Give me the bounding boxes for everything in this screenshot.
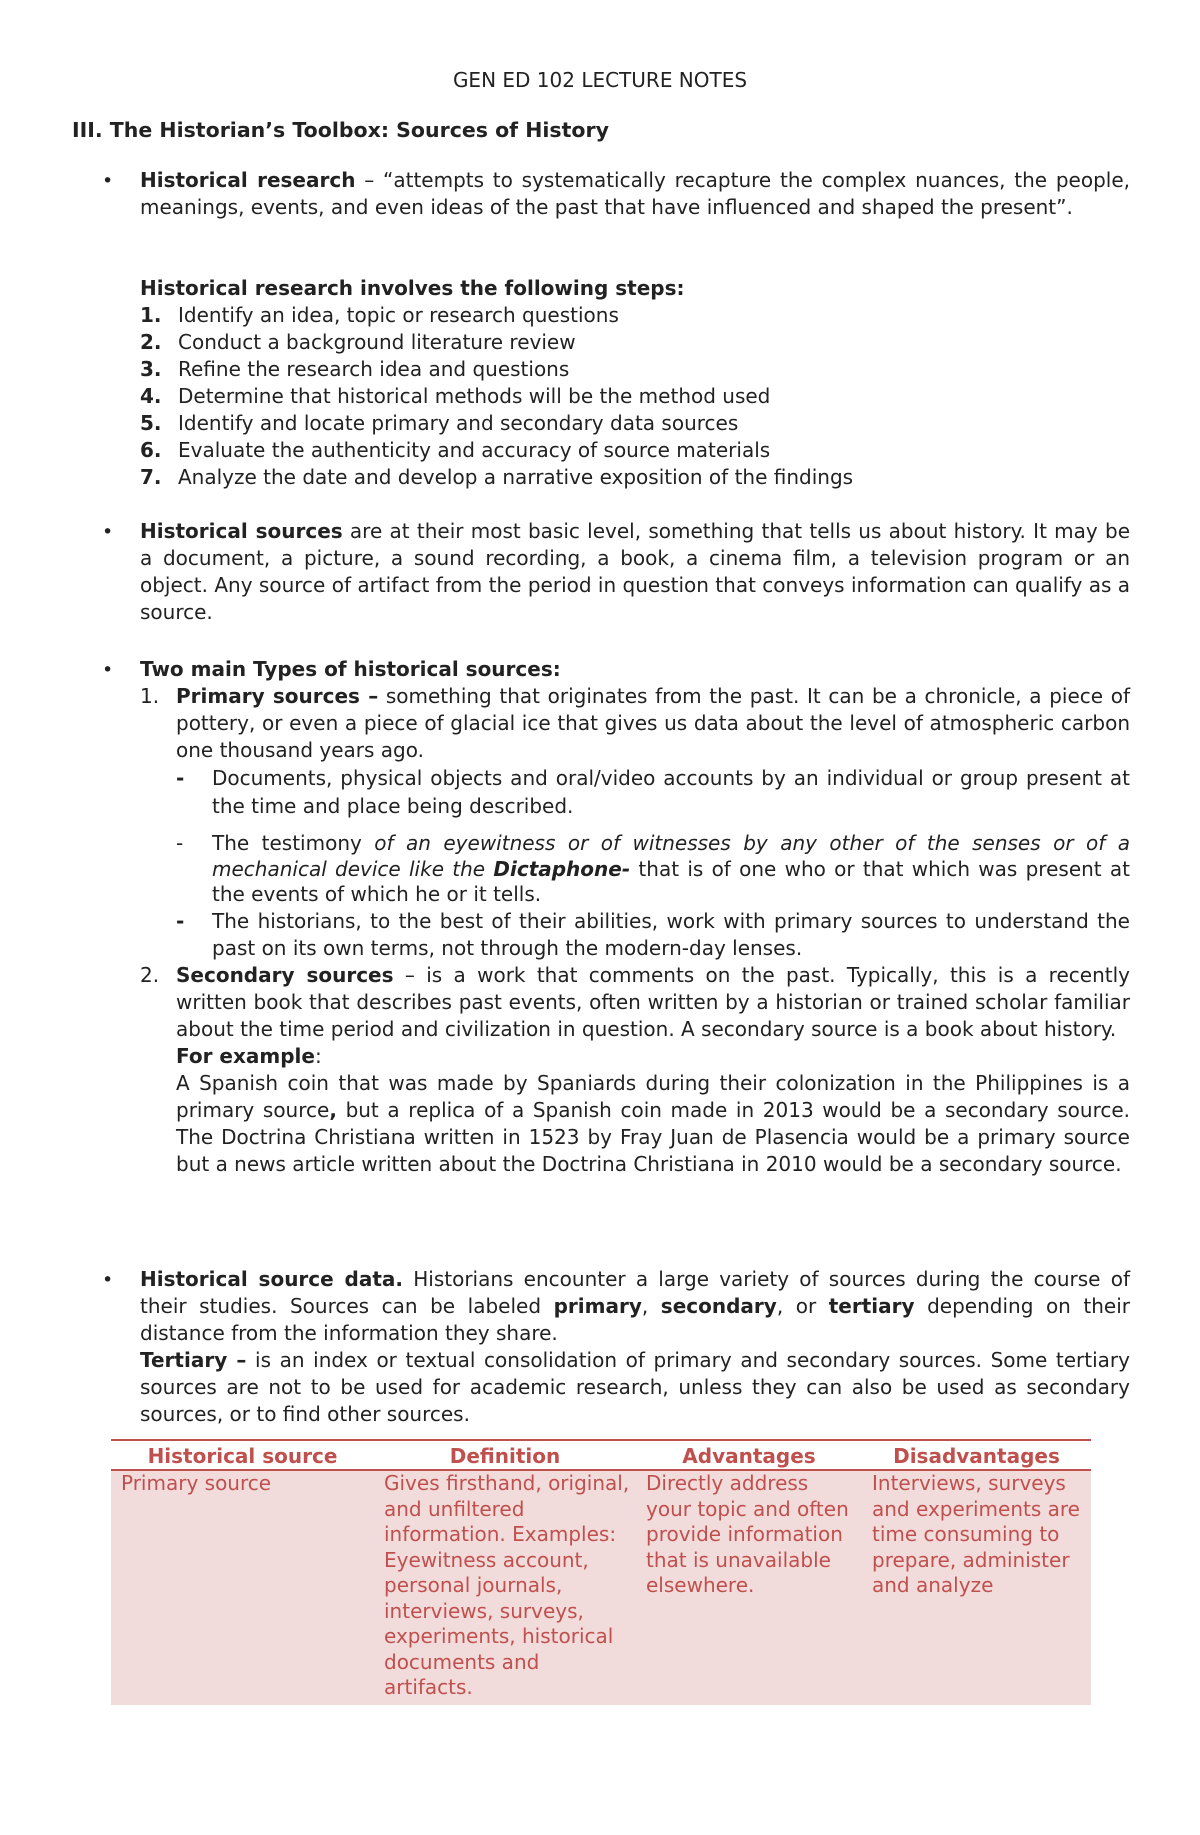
primary-sub-item: - Documents, physical objects and oral/video accounts by an individual or group present at the time and place being described. [176, 766, 1130, 818]
list-item: 4. Determine that historical methods will be the method used [140, 384, 771, 408]
table-header-cell: Disadvantages [862, 1440, 1091, 1470]
list-item: 1. Identify an idea, topic or research questions [140, 303, 619, 327]
sources-text: are at their most basic level, something that tells us about history. It may be a document, a picture, a sound recording, a book, a cinema film, a television program or an object. Any source of artifact from the period in question that conveys information can qualify as a source. [140, 519, 1130, 624]
document-title: GEN ED 102 LECTURE NOTES [452, 68, 748, 92]
list-item: 7. Analyze the date and develop a narrative exposition of the findings [140, 465, 854, 489]
steps-block [140, 275, 1130, 491]
sources-term: Historical sources [140, 519, 343, 543]
tertiary-paragraph: Tertiary – is an index or textual consolidation of primary and secondary sources. Some tertiary sources are not to be used for academic research, unless they can also be used as secondary sources, or to find other sources. [140, 1348, 1130, 1426]
primary-sub-item: - The testimony of an eyewitness or of witnesses by any other of the senses or of a mechanical device like the Dictaphone- that is of one who or that which was present at the events of which he or it tells. [176, 831, 1131, 906]
list-item: 6. Evaluate the authenticity and accuracy of source materials [140, 438, 771, 462]
bullet-icon: • [102, 659, 114, 681]
table-cell: Directly address your topic and often provide information that is unavailable elsewhere. [636, 1470, 862, 1705]
example-label-line: For example: [176, 1043, 322, 1068]
example-text: A Spanish coin that was made by Spaniards during their colonization in the Philippines is a primary source, but a replica of a Spanish coin made in 2013 would be a secondary source. The Doctrina Christiana written in 1523 by Fray Juan de Plasencia would be a primary source but a news article written about the Doctrina Christiana in 2010 would be a secondary source. [176, 1070, 1131, 1176]
historical-sources-table [111, 1439, 1091, 1705]
sources-paragraph [140, 518, 1130, 626]
table-row [111, 1470, 1091, 1705]
section-heading: III. The Historian’s Toolbox: Sources of History [72, 118, 609, 142]
primary-sources-item: 1. Primary sources – something that originates from the past. It can be a chronicle, a piece of pottery, or even a piece of glacial ice that gives us data about the level of atmospheric carbon one thousand years ago. - Documents, physical objects and oral/video accounts by an individual or group present at the time and place being described. - The testimony of an eyewitness or of witnesses by any other of the senses or of a mechanical device like the Dictaphone- that is of one who or that which was present at the events of which he or it tells. - The historians, to the best of their abilities, work with primary sources to understand the past on its own terms, not through the modern-day lenses. [140, 684, 1131, 960]
research-term: Historical research [140, 168, 356, 192]
secondary-sources-text: – is a work that comments on the past. Typically, this is a recently written book that describes past events, often written by a historian or trained scholar familiar about the time period and civilization in question. A secondary source is a book about history. [176, 962, 1130, 1041]
secondary-sources-item: 2. Secondary sources – is a work that comments on the past. Typically, this is a recently written book that describes past events, often written by a historian or trained scholar familiar about the time period and civilization in question. A secondary source is a book about history. For example: A Spanish coin that was made by Spaniards during their colonization in the Philippines is a primary source, but a replica of a Spanish coin made in 2013 would be a secondary source. The Doctrina Christiana written in 1523 by Fray Juan de Plasencia would be a primary source but a news article written about the Doctrina Christiana in 2010 would be a secondary source. [140, 962, 1131, 1176]
source-data-paragraph: Historical source data. Historians encounter a large variety of sources during the course of their studies. Sources can be labeled primary, secondary, or tertiary depending on their distance from the information they share. Tertiary – is an index or textual consolidation of primary and secondary sources. Some tertiary sources are not to be used for academic research, unless they can also be used as secondary sources, or to find other sources. [140, 1267, 1131, 1426]
table-cell: Gives firsthand, original, and unfiltered information. Examples: Eyewitness account, personal journals, interviews, surveys, experiments, historical documents and artifacts. [374, 1470, 636, 1705]
primary-sub-item: - The historians, to the best of their abilities, work with primary sources to understand the past on its own terms, not through the modern-day lenses. [176, 908, 1130, 960]
list-item: 2. Conduct a background literature review [140, 330, 576, 354]
list-item: 3. Refine the research idea and questions [140, 357, 570, 381]
bullet-icon: • [102, 1269, 114, 1291]
primary-sources-term: Primary sources – [176, 684, 379, 708]
research-paragraph [140, 167, 1130, 221]
table-header-row [111, 1440, 1091, 1470]
research-definition: – “attempts to systematically recapture the complex nuances, the people, meanings, events, and even ideas of the past that have influenced and shaped the present”. [140, 168, 1130, 219]
steps-list [106, 302, 1130, 491]
list-item: 5. Identify and locate primary and secondary data sources [140, 411, 739, 435]
bullet-icon: • [102, 521, 114, 543]
bullet-icon: • [102, 170, 114, 192]
types-block [140, 656, 1130, 1178]
primary-sources-text: something that originates from the past. It can be a chronicle, a piece of pottery, or even a piece of glacial ice that gives us data about the level of atmospheric carbon one thousand years ago. [176, 684, 1130, 762]
table-header-cell: Definition [374, 1440, 636, 1470]
table-header-cell: Advantages [636, 1440, 862, 1470]
types-heading: Two main Types of historical sources: [140, 657, 561, 681]
table-cell: Interviews, surveys and experiments are time consuming to prepare, administer and analyze [862, 1470, 1091, 1705]
secondary-sources-term: Secondary sources [176, 962, 394, 987]
steps-heading: Historical research involves the following steps: [140, 276, 685, 300]
table-cell: Primary source [111, 1470, 374, 1705]
table-header-cell: Historical source [111, 1440, 374, 1470]
